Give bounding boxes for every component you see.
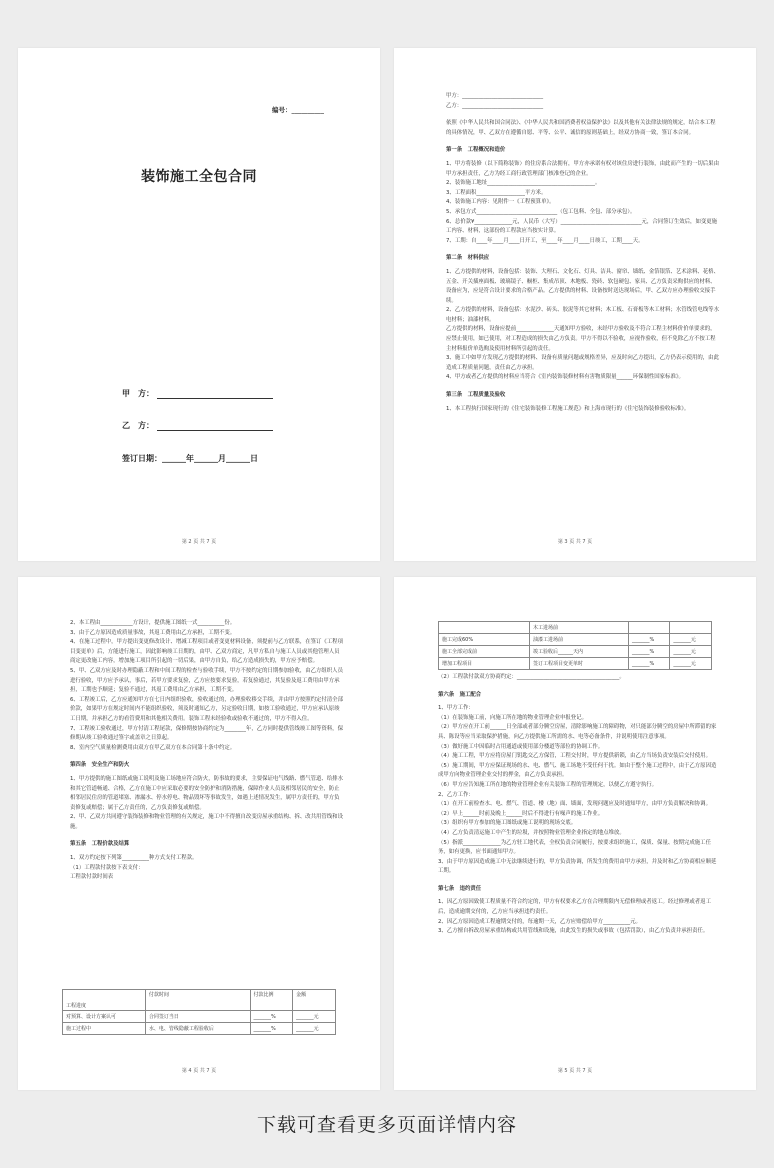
clause: （2）工程款付款双方协商约定：______________________________________。 xyxy=(438,674,625,680)
clause: 3、乙方擅自拆改房屋承重结构或共用管线和设施，由此发生的损失或事故（包括罚款），由乙方负责并承担责任。 xyxy=(438,928,709,935)
clause: 4、装饰施工内容：见附件一《工程预算单》。 xyxy=(446,199,555,206)
clause: 5、甲、乙双方应及时办理隐蔽工程和中间工程的检查与验收手续，甲方不按约定的日期参加验收，由乙方组织人员进行验收，甲方应予承认，事后，若甲方要求复验，乙方应按要求复验，若复验通过，其复验及返工费用由甲方承担，工期也予顺延；复验不通过，其返工费用由乙方承担，工期不变。 xyxy=(70,667,343,694)
table-cell: _______元 xyxy=(670,634,712,646)
table-cell: 水、电、管线隐蔽工程验收后 xyxy=(145,1023,250,1035)
clause: （5）施工期间，甲方应保证现场的水、电、燃气、施工场地不受任何干扰。如由于整个施工过程中，由于乙方原因造成甲方向物业管理企业交付的押金，由乙方负责承担。 xyxy=(438,762,717,779)
table-cell: _______元 xyxy=(293,1011,336,1023)
table-cell: 合同签订当日 xyxy=(145,1011,250,1023)
table-cell: _______% xyxy=(629,646,670,658)
section-6-title: 第六条 施工配合 xyxy=(438,691,482,698)
table-cell: 施工过程中 xyxy=(63,1023,146,1035)
party-b-line xyxy=(122,420,273,431)
sign-date-line xyxy=(122,453,258,464)
table-cell: 木工进场前 xyxy=(530,622,629,634)
clause: 乙方提供的材料，设备应提前______________天通知甲方验收，未经甲方验收及不符合工程主材料价价单要求的，应禁止使用，如已使用，对工程造成的损失由乙方负责。甲方不得以不验收，应视作验收，但不免除乙方不按工程主材料报价单选购及使用材料所引起的责任。 xyxy=(446,326,716,352)
table-row xyxy=(439,646,712,658)
contract-page-3 xyxy=(18,577,380,1090)
clause: 1、本工程执行国家现行的《住宅装饰装修工程施工规范》和上海市现行的《住宅装饰装修验收标准》。 xyxy=(446,405,690,412)
download-more-caption[interactable]: 下载可查看更多页面详情内容 xyxy=(256,1114,517,1136)
payment-schedule-table-continued xyxy=(438,621,712,670)
payment-schedule-table xyxy=(62,989,336,1035)
page-footer: 第 5 页 共 7 页 xyxy=(557,1068,593,1074)
clause: （5）指派______________为乙方驻工地代表，全权负责合同履行，按要求组织施工，保质、保量、按期完成施工任务，如有更换，应书面通知甲方。 xyxy=(438,839,711,856)
clause: 6、工程竣工后，乙方应通知甲方在七日内组织验收，验收通过的，办理验收移交手续，并由甲方按照约定付清全部价款，如果甲方在规定时间内不能组织验收，须及时通知乙方，另定验收日期，如按工验收通过，甲方应承认原竣工日期，并承担乙方的看管费用和其他相关费用。装饰工程未经验收或验收不通过的，甲方不得入住。 xyxy=(70,696,343,722)
table-row xyxy=(439,622,712,634)
table-header-cell: 付款时间 xyxy=(145,990,250,1011)
table-header-cell: 金额 xyxy=(293,990,336,1011)
clause: （1）工程款付款按下表支付： xyxy=(70,864,144,871)
table-caption: 工程款付款时间表 xyxy=(70,874,114,881)
clause: 1、双方约定按下列第__________种方式支付工程款。 xyxy=(70,855,198,862)
clause: 6、总价款¥______________元，人民币（大写）______________________________元，合同签订生效后，如变更施工内容、材料，这部份的工程款应当按实计算。 xyxy=(446,218,718,235)
table-cell: _______% xyxy=(250,1023,293,1035)
table-header-cell: 付款比例 xyxy=(250,990,293,1011)
clause: 2、甲、乙双方共同遵守装饰装修和物业管理的有关规定，施工中不得擅自改变房屋承重结构、拆、改共用管线和设施。 xyxy=(70,814,343,830)
table-cell: _______% xyxy=(629,658,670,670)
table-row xyxy=(439,634,712,646)
clause: （2）甲方应在开工前______日全部或者部分腾空房屋，清除影响施工的障碍物，对只能部分腾空的房屋中所滞留的家具、陈设等应当采取保护措施，向乙方提供施工所需的水、电等必备条件，并说明使用注意事项。 xyxy=(438,724,717,740)
contract-page-cover xyxy=(18,48,380,561)
preamble: 依照《中华人民共和国合同法》、《中华人民共和国消费者权益保护法》以及其他有关法律法规的规定，结合本工程的具体情况，甲、乙双方在遵循自愿、平等、公平、诚信的原则基础上，经双方协商一致，签订本合同。 xyxy=(446,120,716,136)
clause: 2、本工程由____________方设计，提供施工图纸一式__________份。 xyxy=(70,620,236,626)
table-cell: _______元 xyxy=(670,646,712,658)
clause: 3、由于乙方原因造成质量事故，其返工费用由乙方承担，工期不变。 xyxy=(70,629,236,636)
party-a-field: 甲方：______________________________ xyxy=(446,93,544,99)
clause: 4、在施工过程中，甲方提出变更修改设计、增减工程项目或者变更材料设备，须提前与乙方联系，在签订《工程项目变更单》后，方能进行施工，因此影响竣工日期的，由甲、乙双方商定，凡甲方私自与施工人员或其他管理人员商定更改施工内容，增加施工项目所引起的一切后果，由甲方自负，给乙方造成损失的，甲方应予赔偿。 xyxy=(70,639,343,665)
page-footer: 第 3 页 共 7 页 xyxy=(557,539,593,545)
table-cell: 油漆工进场前 xyxy=(530,634,629,646)
clause: （1）在装饰施工前，向施工所在地的物业管理企业申报登记。 xyxy=(438,714,587,721)
contract-page-2 xyxy=(394,48,756,561)
party-b-label: 乙 方： xyxy=(122,421,154,430)
table-cell: 施工完成60% xyxy=(439,634,530,646)
clause: 5、承包方式______________________________（包工包料、全包、部分承包）。 xyxy=(446,208,636,215)
page3-body xyxy=(70,619,344,883)
clause: 2、乙方提供的材料，设备包括：水泥沙、砖头、胶泥等其它材料；木工板、石膏板等木工材料；水管线管电线等水电材料；油漆材料。 xyxy=(446,307,719,323)
section-3-title: 第三条 工程质量及验收 xyxy=(446,392,506,399)
clause: （4）乙方负责清运施工中产生的垃圾，并按照物业管理企业指定的地点堆放。 xyxy=(438,829,625,836)
clause: 3、施工中如甲方发现乙方提供的材料、设备有质量问题或规格差异，应及时向乙方提出，乙方仍表示使用的，由此造成工程质量问题，责任由乙方承担。 xyxy=(446,355,719,371)
clause: 2、因乙方原因造成工程逾期交付的，每逾期一天，乙方应赔偿给甲方__________元。 xyxy=(438,918,641,925)
table-cell: _______元 xyxy=(293,1023,336,1035)
party-a-line xyxy=(122,388,273,399)
clause: （4）施工工程，甲方应将房屋门钥匙交乙方保管，工程交付时，甲方提供新锁，由乙方当场负责安装后交付使用。 xyxy=(438,753,711,760)
party-b-field: 乙方：______________________________ xyxy=(446,102,544,109)
clause: 7、工期：自____年____月____日开工，至____年____月____日竣工，工期____天。 xyxy=(446,237,644,244)
party-a-blank xyxy=(157,389,273,399)
clause: （6）甲方应告知施工所在地的物业管理企业有关装饰工程的管理规定，以便乙方遵守执行。 xyxy=(438,781,658,788)
clause: （1）在开工前检查水、电、燃气、管道、楼（地）面、墙面，发现问题应及时通知甲方，由甲方负责解决和协调。 xyxy=(438,801,711,808)
contract-page-4 xyxy=(394,577,756,1090)
page-footer: 第 4 页 共 7 页 xyxy=(181,1068,217,1074)
clause: 1、甲方将装修（以下简称装饰）的住房系合法拥有，甲方亦承诺有权对该住房进行装饰，由此而产生的一切后果由甲方承担责任，乙方为经工商行政管理部门核准登记的企业。 xyxy=(446,160,719,177)
page2-body xyxy=(446,92,720,414)
clause: 3、由于甲方原因造成施工中无法继续进行的，甲方负责协调，所发生的费用由甲方承担，并及时和乙方协商相应顺延工期。 xyxy=(438,858,717,875)
page-footer: 第 2 页 共 7 页 xyxy=(181,539,217,545)
table-cell xyxy=(670,622,712,634)
section-5-title: 第五条 工程价款及结算 xyxy=(70,841,130,848)
section-2-title: 第二条 材料供应 xyxy=(446,255,490,262)
section-4-title: 第四条 安全生产和防火 xyxy=(70,762,130,769)
clause: 4、甲方或者乙方提供的材料应当符合《室内装饰装修材料有害物质限量______环保制性国家标准》。 xyxy=(446,374,684,381)
section-7-title: 第七条 违约责任 xyxy=(438,885,482,892)
table-cell: 竣工验收后______天内 xyxy=(530,646,629,658)
party-a-label: 甲 方： xyxy=(122,389,154,398)
party-b-blank xyxy=(157,421,273,431)
table-cell xyxy=(629,622,670,634)
clause: 2、乙方工作： xyxy=(438,791,474,798)
clause: （2）早上______时前及晚上______时后不得进行有噪声的施工作业。 xyxy=(438,810,604,817)
clause: 7、工程竣工验收通过，甲方付清工程尾款，保修期按协商约定为________年，乙方同时提供管线竣工图等资料，保修期从竣工验收通过签字或盖章之日算起。 xyxy=(70,725,343,742)
table-cell: _______% xyxy=(250,1011,293,1023)
table-cell xyxy=(439,622,530,634)
contract-number-label: 编号：__________ xyxy=(272,106,324,114)
sign-date-label: 签订日期：______年______月______日 xyxy=(122,454,258,463)
page4-body xyxy=(438,673,720,937)
contract-title: 装饰施工全包合同 xyxy=(141,169,257,185)
table-row xyxy=(439,658,712,670)
clause: 8、室内空气质量检测费用由双方在甲乙双方在本合同第十条中约定。 xyxy=(70,744,236,751)
table-header-cell: 工程进度 xyxy=(63,990,146,1011)
clause: 1、乙方提供的材料，设备包括：装饰、大理石、文化石、灯具、洁具、窗帘、墙纸、金箔银箔、艺术涂料、花格、五金、开关插座面板、玻璃镜子、橱柜、集成吊顶、木地板、瓷砖、软包硬包、家具、乙方负责采购供应的材料、设备应为，应是符合设计要求的合格产品。乙方提供的材料、设备按时送达现场后，甲、乙双方应办理验收交接手续。 xyxy=(446,268,719,304)
table-cell: 增加工程项目 xyxy=(439,658,530,670)
table-cell: 施工全部完成前 xyxy=(439,646,530,658)
clause: 1、甲方工作： xyxy=(438,705,474,712)
table-header-row xyxy=(63,990,336,1011)
table-row xyxy=(63,1023,336,1035)
clause: 2、装饰施工地址________________________________________。 xyxy=(446,180,601,187)
table-row xyxy=(63,1011,336,1023)
clause: 1、因乙方原因致使工程质量不符合约定的，甲方有权要求乙方在合理期限内无偿修理或者返工。经过修理或者返工后，造成逾期交付的，乙方应当承担违约责任。 xyxy=(438,899,711,916)
clause: 1、甲方提供的施工图纸或施工说明及施工场地应符合防火，防事故的要求，主要保证电气线路、燃气管道、给排水和其它管道畅通、合格，乙方在施工中应采取必要的安全防护和消防措施，保障作业人员及相邻居民的安全，防止相邻居民住房的管道堵塞、渗漏水、停水停电、物品毁坏等事故发生，如遇上述情况发生，属甲方责任的，甲方负责修复或赔偿；属于乙方责任的，乙方负责修复或赔偿。 xyxy=(70,775,343,811)
clause: （3）做好施工中因临时占用通道或使用部分楼道等部位的协调工作。 xyxy=(438,743,604,750)
table-cell: 签订工程项目变更单时 xyxy=(530,658,629,670)
section-1-title: 第一条 工程概况和造价 xyxy=(446,147,506,154)
table-cell: 对预算、设计方案认可 xyxy=(63,1011,146,1023)
clause: 3、工程面积__________________平方米。 xyxy=(446,189,547,196)
table-cell: _______% xyxy=(629,634,670,646)
clause: （3）组织有甲方参加的施工图纸或施工说明的现场交底。 xyxy=(438,820,577,827)
table-cell: _______元 xyxy=(670,658,712,670)
